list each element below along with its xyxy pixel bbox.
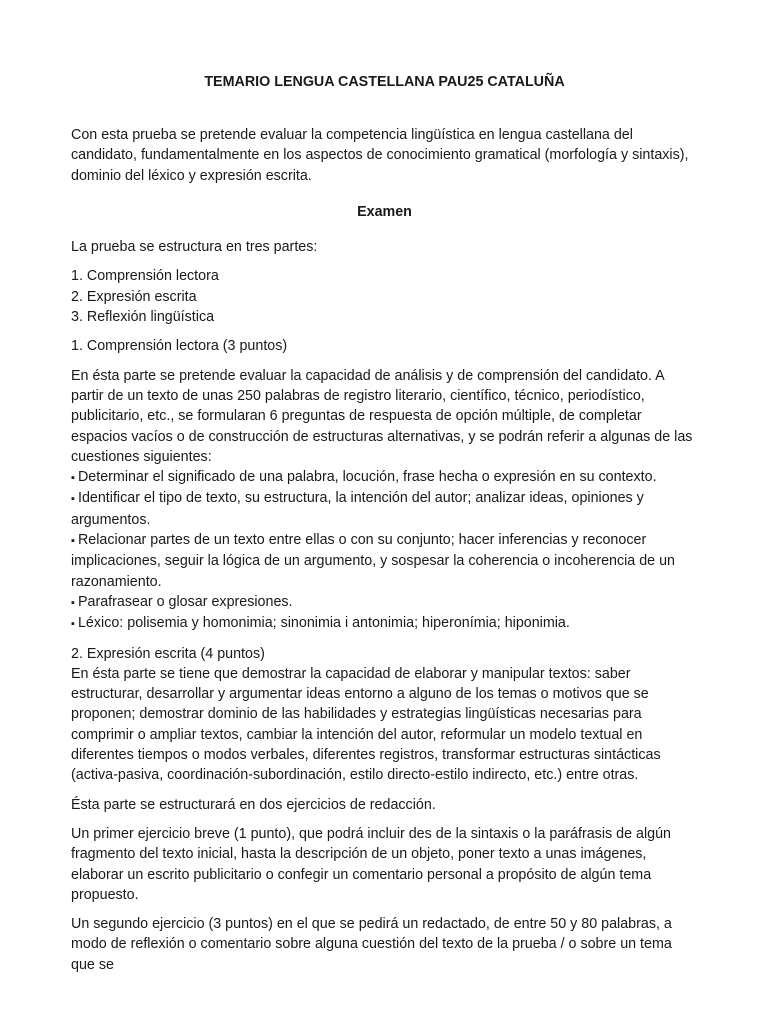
- bullet-item: ▪ Identificar el tipo de texto, su estructura, la intención del autor; analizar ideas, opiniones y argumentos.: [71, 488, 698, 530]
- section2-heading: 2. Expresión escrita (4 puntos): [71, 645, 265, 662]
- bullet-item: ▪ Léxico: polisemia y homonimia; sinonimia i antonimia; hiperonímia; hiponimia.: [71, 613, 698, 634]
- list-item: 3. Reflexión lingüística: [71, 309, 215, 326]
- section1-heading: 1. Comprensión lectora (3 puntos): [71, 338, 288, 355]
- bullet-item: ▪ Determinar el significado de una palabra, locución, frase hecha o expresión en su contexto.: [71, 467, 698, 488]
- section2-structure: Ésta parte se estructurará en dos ejercicios de redacción.: [71, 796, 436, 813]
- bullet-item: ▪ Relacionar partes de un texto entre ellas o con su conjunto; hacer inferencias y reconocer implicaciones, seguir la lógica de un argumento, y sospesar la coherencia o incoherencia de un razonamiento.: [71, 530, 698, 592]
- section1-bullets: [71, 467, 698, 634]
- exam-heading: Examen: [357, 203, 412, 220]
- section1-body: En ésta parte se pretende evaluar la capacidad de análisis y de comprensión del candidato. A partir de un texto de unas 250 palabras de registro literario, científico, técnico, periodístico, publicitario, etc., se formularan 6 preguntas de respuesta de opción múltiple, de completar espacios vacíos o de construcción de estructuras alternativas, y se podrán referir a algunas de las cuestiones siguientes:: [71, 367, 693, 465]
- structure-paragraph: La prueba se estructura en tres partes:: [71, 239, 318, 256]
- exercise1-paragraph: Un primer ejercicio breve (1 punto), que podrá incluir des de la sintaxis o la paráfrasis de algún fragmento del texto inicial, hasta la descripción de un objeto, poner texto a unas imágenes, elaborar un escrito publicitario o confegir un comentario personal a propósito de algún tema propuesto.: [71, 825, 671, 903]
- intro-paragraph: Con esta prueba se pretende evaluar la competencia lingüística en lengua castellana del candidato, fundamentalmente en los aspectos de conocimiento gramatical (morfología y sintaxis), dominio del léxico y expresión escrita.: [71, 127, 689, 184]
- list-item: 1. Comprensión lectora: [71, 268, 219, 285]
- parts-list: [71, 257, 698, 327]
- section1-content: [71, 357, 698, 635]
- exercise2-paragraph: Un segundo ejercicio (3 puntos) en el que se pedirá un redactado, de entre 50 y 80 palabras, a modo de reflexión o comentario sobre alguna cuestión del texto de la prueba / o sobre un tema que se: [71, 916, 672, 973]
- document-title: TEMARIO LENGUA CASTELLANA PAU25 CATALUÑA: [204, 74, 565, 90]
- section2-content: [71, 635, 698, 786]
- bullet-item: ▪ Parafrasear o glosar expresiones.: [71, 592, 698, 613]
- section2-body: En ésta parte se tiene que demostrar la capacidad de elaborar y manipular textos: saber estructurar, desarrollar y argumentar ideas entorno a alguno de los temas o motivos que se proponen; demostrar dominio de las habilidades y estrategias lingüísticas necesarias para comprimir o ampliar textos, cambiar la intención del autor, reformular un modelo textual en diferentes tiempos o modos verbales, diferentes registros, transformar estructuras sintácticas (activa-pasiva, coordinación-subordinación, estilo directo-estilo indirecto, etc.) entre otras.: [71, 665, 661, 784]
- list-item: 2. Expresión escrita: [71, 288, 197, 305]
